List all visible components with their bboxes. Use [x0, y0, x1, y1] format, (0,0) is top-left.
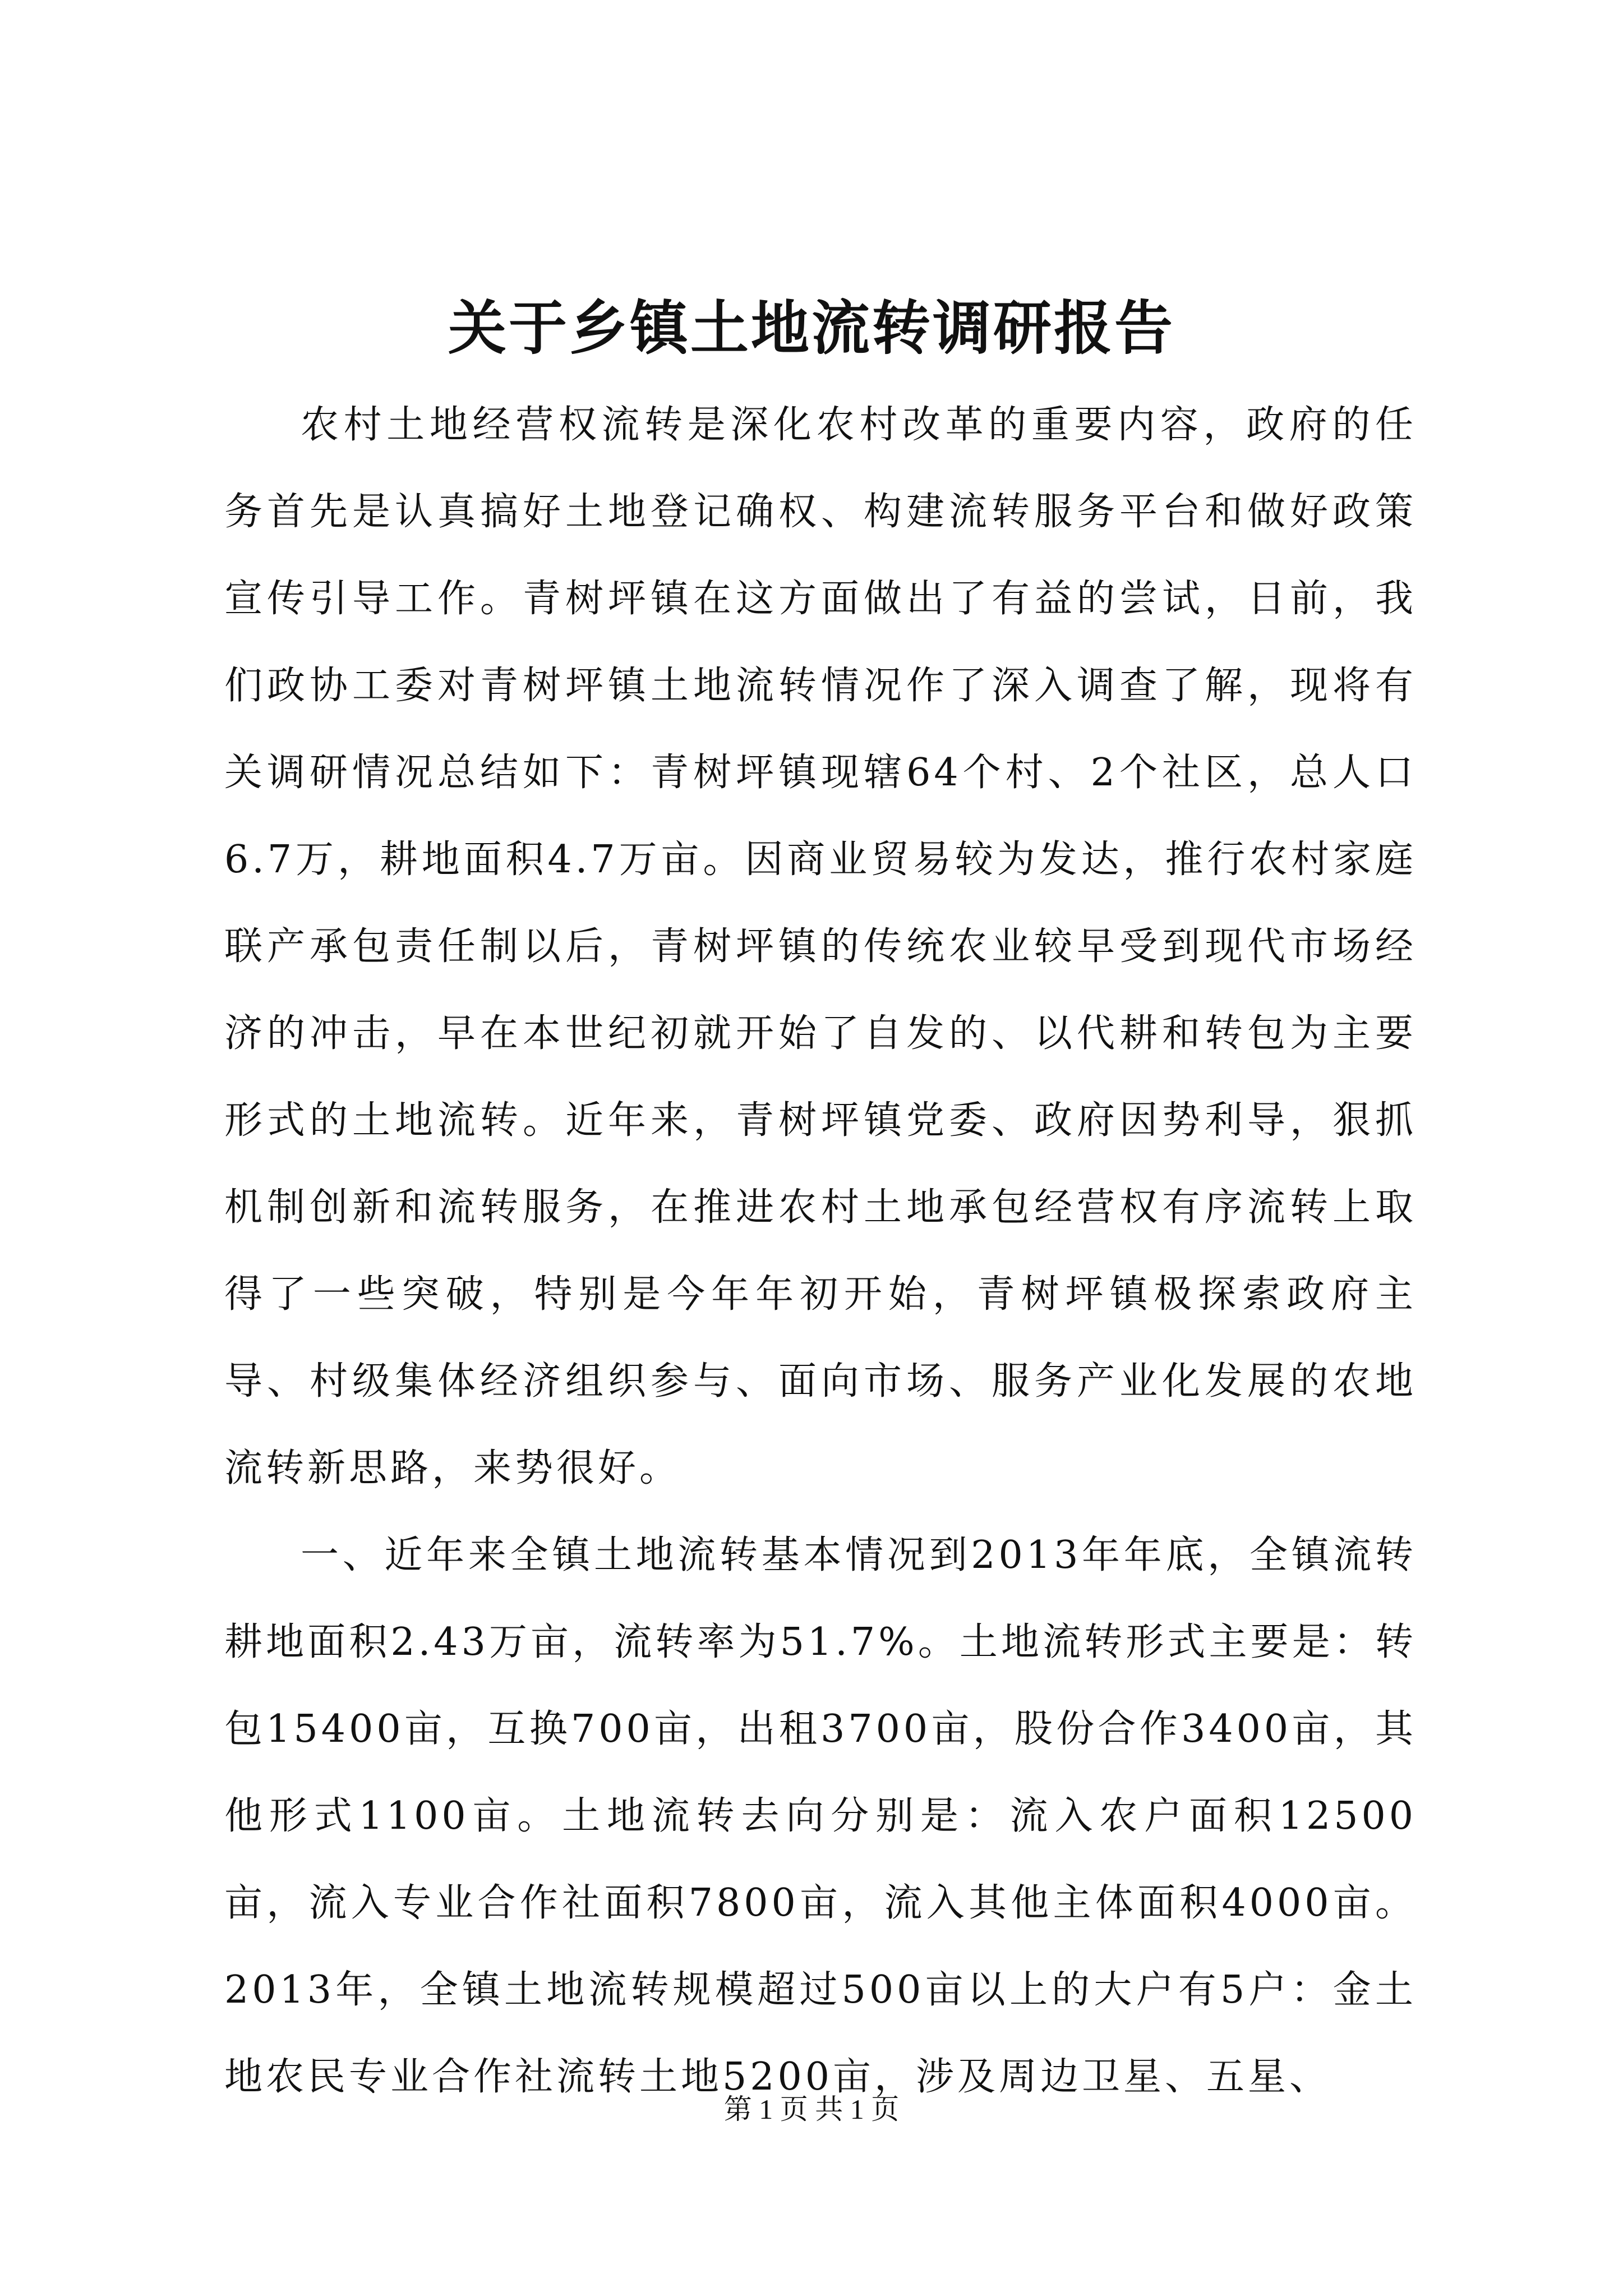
paragraph-section-one: 一、近年来全镇土地流转基本情况到2013年年底，全镇流转耕地面积2.43万亩，流转率为51.7%。土地流转形式主要是：转包15400亩，互换700亩，出租3700亩，股份合作3400亩，其他形式1100亩。土地流转去向分别是：流入农户面积12500亩，流入专业合作社面积7800亩，流入其他主体面积4000亩。2013年，全镇土地流转规模超过500亩以上的大户有5户：金土地农民专业合作社流转土地5200亩，涉及周边卫星、五星、	[224, 1533, 1417, 2099]
page-number: 第 1 页 共 1 页	[723, 2093, 900, 2125]
document-body	[224, 381, 1417, 2120]
document-title: 关于乡镇土地流转调研报告	[448, 293, 1175, 362]
paragraph-intro: 农村土地经营权流转是深化农村改革的重要内容，政府的任务首先是认真搞好土地登记确权、构建流转服务平台和做好政策宣传引导工作。青树坪镇在这方面做出了有益的尝试，日前，我们政协工委对青树坪镇土地流转情况作了深入调查了解，现将有关调研情况总结如下：青树坪镇现辖64个村、2个社区，总人口6.7万，耕地面积4.7万亩。因商业贸易较为发达，推行农村家庭联产承包责任制以后，青树坪镇的传统农业较早受到现代市场经济的冲击，早在本世纪初就开始了自发的、以代耕和转包为主要形式的土地流转。近年来，青树坪镇党委、政府因势利导，狠抓机制创新和流转服务，在推进农村土地承包经营权有序流转上取得了一些突破，特别是今年年初开始，青树坪镇极探索政府主导、村级集体经济组织参与、面向市场、服务产业化发展的农地流转新思路，来势很好。	[224, 403, 1417, 1490]
